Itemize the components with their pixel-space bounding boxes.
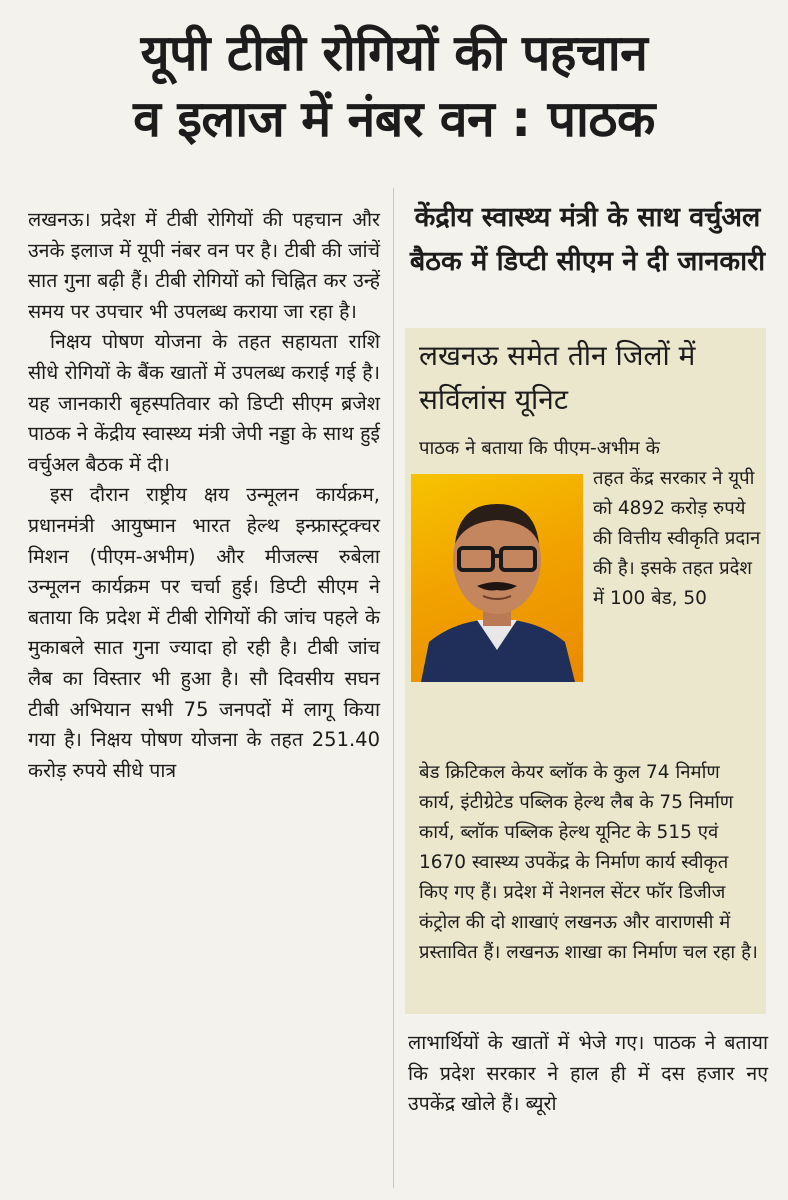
subheadline: केंद्रीय स्वास्थ्य मंत्री के साथ वर्चुअल बैठक में डिप्टी सीएम ने दी जानकारी	[409, 202, 766, 277]
box-top-line: पाठक ने बताया कि पीएम-अभीम के	[419, 438, 660, 459]
paragraph-1: लखनऊ। प्रदेश में टीबी रोगियों की पहचान और उनके इलाज में यूपी नंबर वन पर है। टीबी की जांचें सात गुना बढ़ी हैं। टीबी रोगियों को चिह्नित कर उन्हें समय पर उपचार भी उपलब्ध कराया जा रहा है।	[28, 208, 380, 323]
paragraph-2: निक्षय पोषण योजना के तहत सहायता राशि सीधे रोगियों के बैंक खातों में उपलब्ध कराई गई है। यह जानकारी बृहस्पतिवार को डिप्टी सीएम ब्रजेश पाठक ने केंद्रीय स्वास्थ्य मंत्री जेपी नड्डा के साथ हुई वर्चुअल बैठक में दी।	[28, 330, 380, 476]
person-portrait-icon	[411, 474, 583, 682]
left-article-column	[28, 205, 380, 786]
column-divider	[393, 188, 394, 1188]
right-bottom-paragraph: लाभार्थियों के खातों में भेजे गए। पाठक ने बताया कि प्रदेश सरकार ने हाल ही में दस हजार नए उपकेंद्र खोले हैं। ब्यूरो	[408, 1031, 768, 1116]
portrait-photo	[411, 474, 583, 682]
box-bottom-text: बेड क्रिटिकल केयर ब्लॉक के कुल 74 निर्माण कार्य, इंटीग्रेटेड पब्लिक हेल्थ लैब के 75 निर्माण कार्य, ब्लॉक पब्लिक हेल्थ यूनिट के 515 एवं 1670 स्वास्थ्य उपकेंद्र के निर्माण कार्य स्वीकृत किए गए हैं। प्रदेश में नेशनल सेंटर फॉर डिजीज कंट्रोल की दो शाखाएं लखनऊ और वाराणसी में प्रस्तावित हैं। लखनऊ शाखा का निर्माण चल रहा है।	[419, 762, 758, 963]
sidebar-box	[405, 328, 766, 1014]
box-right-text: तहत केंद्र सरकार ने यूपी को 4892 करोड़ रुपये की वित्तीय स्वीकृति प्रदान की है। इसके तहत प्रदेश में 100 बेड, 50	[593, 468, 761, 609]
paragraph-3: इस दौरान राष्ट्रीय क्षय उन्मूलन कार्यक्रम, प्रधानमंत्री आयुष्मान भारत हेल्थ इन्फ्रास्ट्रक्चर मिशन (पीएम-अभीम) और मीजल्स रुबेला उन्मूलन कार्यक्रम पर चर्चा हुई। डिप्टी सीएम ने बताया कि प्रदेश में टीबी रोगियों की जांच पहले के मुकाबले सात गुना ज्यादा हो रही है। टीबी जांच लैब का विस्तार भी हुआ है। सौ दिवसीय सघन टीबी अभियान सभी 75 जनपदों में लागू किया गया है। निक्षय पोषण योजना के तहत 251.40 करोड़ रुपये सीधे पात्र	[28, 483, 380, 782]
headline-line-2: व इलाज में नंबर वन : पाठक	[133, 90, 655, 148]
headline-line-1: यूपी टीबी रोगियों की पहचान	[140, 24, 648, 82]
headline	[0, 20, 788, 152]
right-bottom-column	[408, 1028, 768, 1120]
box-title: लखनऊ समेत तीन जिलों में सर्विलांस यूनिट	[419, 339, 696, 416]
